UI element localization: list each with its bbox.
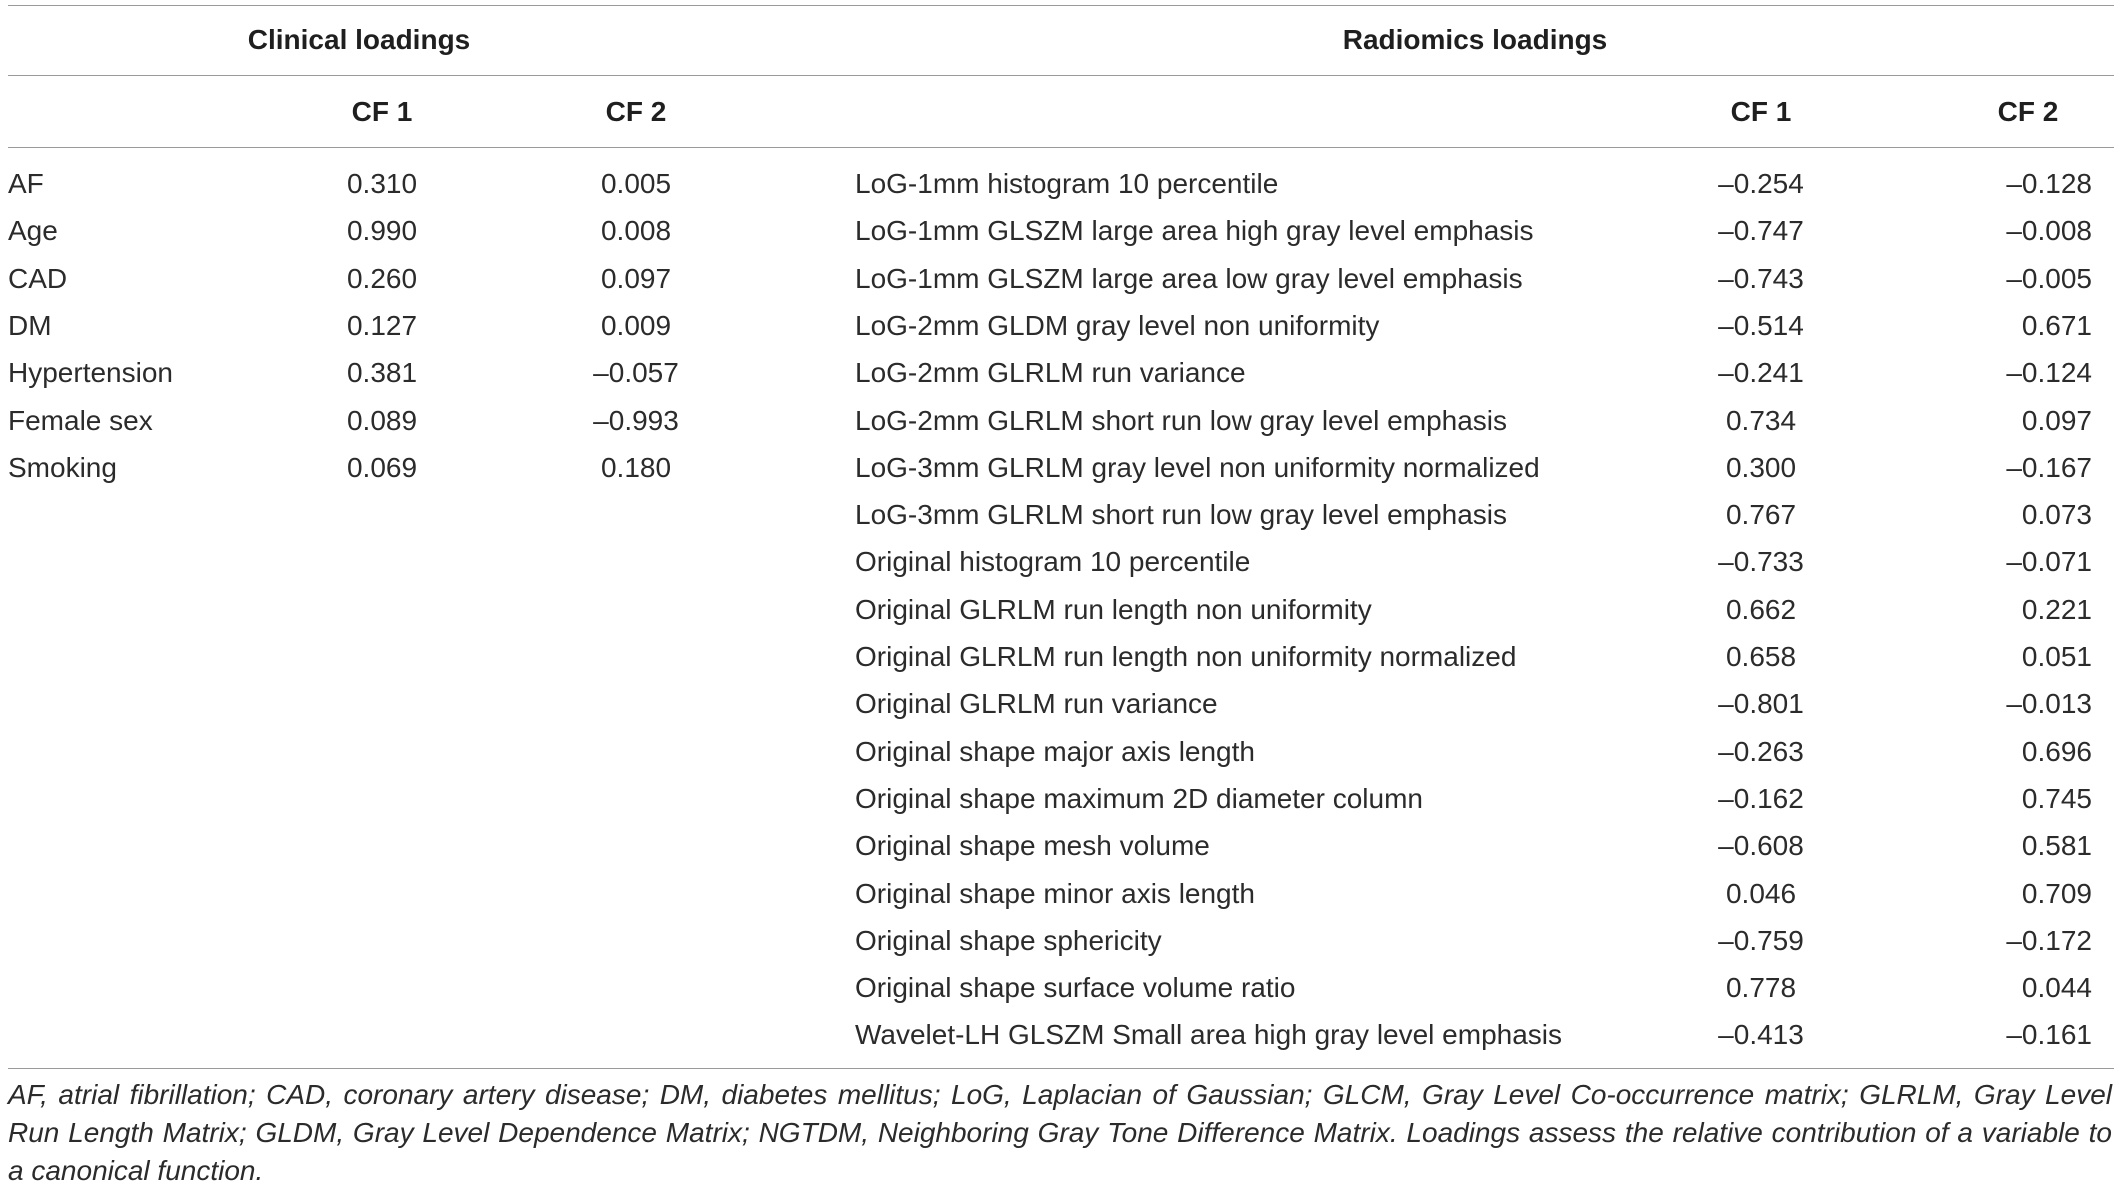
radiomics-cf2-header: CF 2 <box>1997 96 2059 127</box>
radiomics-feature: LoG-2mm GLRLM run variance <box>855 357 1246 389</box>
radiomics-cf2-value: –0.013 <box>2006 688 2092 720</box>
radiomics-cf2-value: –0.071 <box>2006 546 2092 578</box>
radiomics-cf2-value: –0.008 <box>2006 215 2092 247</box>
radiomics-cf1-value: –0.759 <box>1718 924 1804 956</box>
clinical-cf1-value: 0.990 <box>346 215 418 247</box>
radiomics-cf1-header: CF 1 <box>1730 96 1792 127</box>
radiomics-feature: LoG-1mm GLSZM large area high gray level emphasis <box>855 215 1534 247</box>
radiomics-cf2-value: 0.671 <box>2021 309 2092 341</box>
radiomics-cf1-value: –0.514 <box>1718 309 1804 341</box>
radiomics-cf1-value: 0.658 <box>1725 641 1797 672</box>
radiomics-cf1-value: 0.734 <box>1725 404 1797 436</box>
radiomics-cf1-value: 0.778 <box>1725 972 1797 1004</box>
radiomics-cf2-value: 0.221 <box>2021 593 2092 625</box>
radiomics-cf2-value: 0.044 <box>2021 972 2092 1004</box>
radiomics-cf2-value: 0.709 <box>2021 877 2092 909</box>
radiomics-feature: LoG-3mm GLRLM short run low gray level emphasis <box>855 499 1508 531</box>
radiomics-cf1-value: –0.733 <box>1718 546 1804 578</box>
clinical-variable: CAD <box>8 262 68 294</box>
radiomics-cf2-value: 0.097 <box>2021 404 2092 436</box>
radiomics-cf2-value: –0.005 <box>2006 262 2092 294</box>
clinical-cf1-value: 0.260 <box>346 262 418 294</box>
radiomics-cf2-value: 0.051 <box>2021 641 2092 672</box>
table-footnote: AF, atrial fibrillation; CAD, coronary artery disease; DM, diabetes mellitus; LoG, Laplacian of Gaussian; GLCM, Gray Level Co-occurrence matrix; GLRLM, Gray Level Run Length Matrix; GLDM, Gray Level Dependence Matrix; NGTDM, Neighboring Gray Tone Difference Matrix. Loadings assess the relative contribution of a variable to a canonical function. <box>8 1079 2112 1186</box>
bottom-rule <box>8 1068 2114 1069</box>
group-header-rule <box>8 75 2114 76</box>
clinical-loadings-header: Clinical loadings <box>247 24 471 55</box>
radiomics-cf1-value: –0.241 <box>1718 357 1804 389</box>
radiomics-cf1-value: –0.608 <box>1718 830 1804 862</box>
radiomics-cf1-value: –0.743 <box>1718 262 1804 294</box>
radiomics-cf2-value: –0.161 <box>2006 1019 2092 1051</box>
radiomics-cf1-value: –0.413 <box>1718 1019 1804 1051</box>
radiomics-cf2-value: –0.167 <box>2006 451 2092 483</box>
radiomics-feature: Original shape minor axis length <box>855 877 1255 909</box>
radiomics-cf2-value: 0.745 <box>2021 782 2092 814</box>
radiomics-feature: Original histogram 10 percentile <box>855 546 1251 578</box>
radiomics-feature: Original shape sphericity <box>855 924 1162 956</box>
radiomics-feature: Original shape maximum 2D diameter column <box>855 782 1423 814</box>
clinical-variable: Hypertension <box>8 357 173 389</box>
radiomics-cf2-value: 0.073 <box>2021 499 2092 531</box>
radiomics-cf2-value: –0.124 <box>2006 357 2092 389</box>
radiomics-feature: Original GLRLM run variance <box>855 688 1218 720</box>
clinical-variable: DM <box>8 309 52 341</box>
clinical-cf1-value: 0.069 <box>346 451 418 483</box>
clinical-variable: Female sex <box>8 404 153 436</box>
clinical-cf1-value: 0.089 <box>346 404 418 436</box>
radiomics-feature: LoG-1mm GLSZM large area low gray level emphasis <box>855 262 1523 294</box>
radiomics-feature: Original shape surface volume ratio <box>855 972 1296 1004</box>
radiomics-cf1-value: –0.254 <box>1718 168 1804 199</box>
clinical-cf1-value: 0.310 <box>346 168 418 199</box>
radiomics-cf1-value: –0.162 <box>1718 782 1804 814</box>
clinical-variable: Smoking <box>8 451 117 483</box>
radiomics-feature: LoG-1mm histogram 10 percentile <box>855 168 1279 199</box>
clinical-cf2-value: 0.097 <box>600 262 672 294</box>
radiomics-cf1-value: –0.747 <box>1718 215 1804 247</box>
top-rule <box>8 5 2114 6</box>
radiomics-cf1-value: 0.046 <box>1725 877 1797 909</box>
radiomics-cf2-value: 0.696 <box>2021 735 2092 767</box>
clinical-cf1-header: CF 1 <box>351 96 413 127</box>
clinical-cf1-value: 0.381 <box>346 357 418 389</box>
radiomics-feature: Original GLRLM run length non uniformity normalized <box>855 641 1517 672</box>
radiomics-cf2-value: 0.581 <box>2021 830 2092 862</box>
radiomics-cf1-value: –0.801 <box>1718 688 1804 720</box>
clinical-variable: Age <box>8 215 58 247</box>
clinical-cf2-value: –0.057 <box>593 357 679 389</box>
clinical-cf2-value: 0.008 <box>600 215 672 247</box>
radiomics-loadings-header: Radiomics loadings <box>1342 24 1608 55</box>
radiomics-feature: Original shape mesh volume <box>855 830 1210 862</box>
radiomics-feature: Original GLRLM run length non uniformity <box>855 593 1372 625</box>
radiomics-feature: Original shape major axis length <box>855 735 1255 767</box>
radiomics-cf1-value: 0.767 <box>1725 499 1797 531</box>
clinical-variable: AF <box>8 168 44 199</box>
column-header-rule <box>8 147 2114 148</box>
clinical-cf2-value: 0.005 <box>600 168 672 199</box>
radiomics-cf1-value: –0.263 <box>1718 735 1804 767</box>
radiomics-feature: LoG-3mm GLRLM gray level non uniformity normalized <box>855 451 1540 483</box>
clinical-cf2-value: –0.993 <box>593 404 679 436</box>
clinical-cf2-header: CF 2 <box>605 96 667 127</box>
clinical-cf2-value: 0.180 <box>600 451 672 483</box>
radiomics-cf1-value: 0.662 <box>1725 593 1797 625</box>
radiomics-cf1-value: 0.300 <box>1725 451 1797 483</box>
radiomics-cf2-value: –0.128 <box>2006 168 2092 199</box>
clinical-cf2-value: 0.009 <box>600 309 672 341</box>
radiomics-feature: LoG-2mm GLDM gray level non uniformity <box>855 309 1380 341</box>
radiomics-cf2-value: –0.172 <box>2006 924 2092 956</box>
radiomics-feature: LoG-2mm GLRLM short run low gray level emphasis <box>855 404 1508 436</box>
radiomics-feature: Wavelet-LH GLSZM Small area high gray level emphasis <box>855 1019 1563 1051</box>
clinical-cf1-value: 0.127 <box>346 309 418 341</box>
